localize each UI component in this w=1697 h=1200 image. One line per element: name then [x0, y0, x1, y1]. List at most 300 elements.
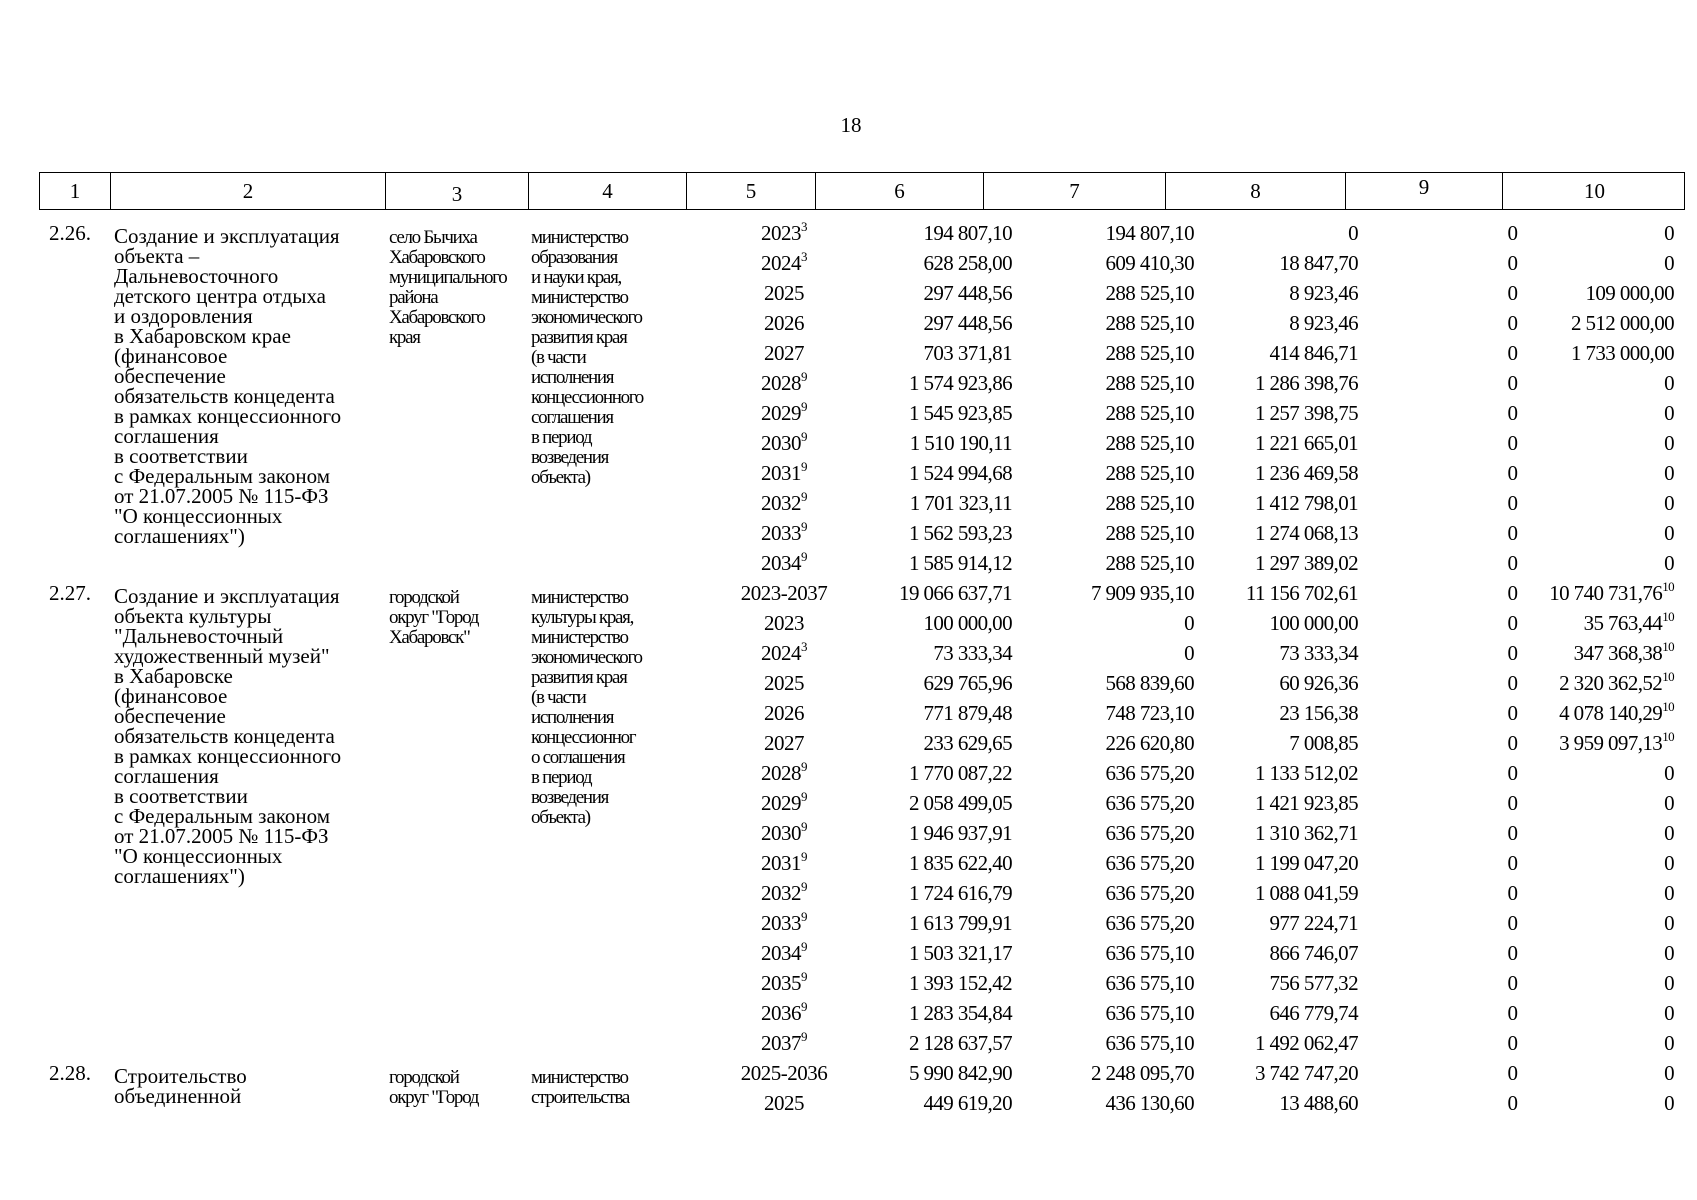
object-name-line: "О концессионных [114, 504, 283, 528]
amount-cell-10 [1664, 878, 1674, 908]
amount-cell-10 [1664, 758, 1674, 788]
amount-cell-8 [1255, 848, 1358, 878]
footnote-ref: 3 [801, 639, 807, 654]
footnote-ref: 9 [801, 969, 807, 984]
year-value: 2023 [764, 611, 804, 635]
amount-value: 1 770 087,22 [908, 761, 1012, 785]
object-name-line: в соответствии [114, 444, 248, 468]
amount-value: 288 525,10 [1105, 341, 1194, 365]
footnote-ref: 10 [1662, 699, 1674, 714]
amount-cell-9 [1508, 218, 1519, 248]
amount-value: 18 847,70 [1279, 251, 1358, 275]
amount-cell-6 [909, 1058, 1012, 1088]
page-number: 18 [840, 113, 862, 137]
amount-value: 0 [1664, 1001, 1674, 1025]
year-value: 2024 [761, 251, 801, 275]
amount-value: 1 510 190,11 [909, 431, 1012, 455]
table-row [39, 638, 1685, 668]
object-name-line: обеспечение [114, 364, 226, 388]
amount-cell-9 [1508, 1028, 1519, 1058]
amount-cell-6 [909, 398, 1012, 428]
amount-value: 19 066 637,71 [899, 581, 1012, 605]
year-cell [719, 1088, 849, 1118]
amount-value: 347 368,38 [1573, 641, 1663, 665]
year-value: 2027 [764, 341, 804, 365]
amount-cell-7 [1105, 938, 1194, 968]
amount-cell-7 [1105, 368, 1194, 398]
amount-cell-6 [910, 488, 1012, 518]
header-col-1: 1 [69, 179, 81, 203]
executor-line: исполнения [531, 367, 614, 388]
amount-value: 288 525,10 [1105, 491, 1194, 515]
amount-value: 13 488,60 [1279, 1091, 1358, 1115]
year-cell [719, 398, 849, 428]
amount-cell-9 [1508, 458, 1519, 488]
amount-value: 0 [1507, 251, 1518, 275]
amount-value: 866 746,07 [1269, 941, 1358, 965]
amount-cell-7 [1105, 1088, 1194, 1118]
amount-cell-10 [1664, 908, 1674, 938]
amount-value: 0 [1507, 791, 1518, 815]
amount-value: 194 807,10 [1105, 221, 1194, 245]
amount-cell-7 [1105, 518, 1194, 548]
amount-cell-6 [909, 758, 1012, 788]
year-value: 2026 [764, 311, 804, 335]
amount-value: 7 008,85 [1289, 731, 1358, 755]
year-value: 2028 [761, 761, 801, 785]
territory-line: муниципального [389, 267, 507, 288]
amount-cell-10 [1664, 248, 1674, 278]
amount-value: 0 [1184, 641, 1194, 665]
amount-cell-6 [910, 428, 1012, 458]
amount-cell-7 [1105, 458, 1194, 488]
year-value: 2025 [764, 671, 804, 695]
amount-value: 297 448,56 [923, 281, 1012, 305]
amount-value: 2 128 637,57 [908, 1031, 1012, 1055]
amount-cell-7 [1105, 488, 1194, 518]
object-name-line: в Хабаровске [114, 664, 233, 688]
amount-value: 7 909 935,10 [1090, 581, 1194, 605]
amount-value: 1 585 914,12 [908, 551, 1012, 575]
executor-line: строительства [531, 1087, 630, 1108]
territory-line: округ "Город [389, 607, 479, 628]
object-name-line: объекта культуры [114, 604, 272, 628]
year-cell [719, 1028, 849, 1058]
amount-value: 646 779,74 [1269, 1001, 1358, 1025]
amount-cell-8 [1348, 218, 1358, 248]
object-name-line: обязательств концедента [114, 724, 335, 748]
amount-value: 10 740 731,76 [1549, 581, 1663, 605]
amount-value: 1 412 798,01 [1254, 491, 1358, 515]
amount-cell-8 [1255, 818, 1358, 848]
table-row [39, 604, 1685, 638]
amount-value: 0 [1507, 701, 1518, 725]
amount-value: 0 [1507, 971, 1518, 995]
amount-value: 1 545 923,85 [908, 401, 1012, 425]
year-cell [719, 788, 849, 818]
footnote-ref: 10 [1662, 729, 1674, 744]
amount-value: 414 846,71 [1269, 341, 1358, 365]
year-value: 2030 [761, 431, 801, 455]
amount-value: 0 [1184, 611, 1194, 635]
amount-cell-6 [923, 218, 1012, 248]
amount-value: 636 575,20 [1105, 761, 1194, 785]
year-value: 2035 [761, 971, 801, 995]
amount-cell-6 [923, 278, 1012, 308]
amount-cell-9 [1508, 1058, 1519, 1088]
amount-cell-10 [1664, 1088, 1674, 1118]
amount-value: 1 524 994,68 [908, 461, 1012, 485]
amount-cell-7 [1105, 698, 1194, 728]
amount-value: 0 [1507, 371, 1518, 395]
amount-cell-8 [1289, 728, 1358, 758]
object-name-line: в соответствии [114, 784, 248, 808]
table-row [39, 244, 1685, 278]
year-cell [719, 308, 849, 338]
object-name-line: детского центра отдыха [114, 284, 326, 308]
footnote-ref: 9 [801, 519, 807, 534]
year-value: 2033 [761, 521, 801, 545]
amount-cell-10 [1664, 548, 1674, 578]
amount-value: 0 [1664, 911, 1674, 935]
footnote-ref: 3 [801, 249, 807, 264]
year-cell [719, 1058, 849, 1088]
amount-value: 0 [1664, 551, 1674, 575]
amount-cell-8 [1269, 968, 1358, 998]
amount-cell-8 [1279, 668, 1358, 698]
amount-cell-10 [1664, 1058, 1674, 1088]
amount-cell-6 [909, 908, 1012, 938]
amount-cell-10 [1571, 338, 1674, 368]
section-number: 2.28. [49, 1061, 91, 1085]
amount-value: 0 [1348, 221, 1358, 245]
amount-cell-9 [1508, 308, 1519, 338]
amount-cell-7 [1105, 908, 1194, 938]
amount-value: 2 320 362,52 [1559, 671, 1663, 695]
amount-value: 288 525,10 [1105, 401, 1194, 425]
amount-value: 109 000,00 [1585, 281, 1674, 305]
amount-cell-6 [909, 818, 1012, 848]
year-cell [719, 818, 849, 848]
footnote-ref: 9 [801, 849, 807, 864]
territory-line: городской [389, 1067, 459, 1088]
table-header [39, 172, 1685, 210]
year-cell [719, 338, 849, 368]
amount-value: 100 000,00 [1269, 611, 1358, 635]
amount-value: 11 156 702,61 [1245, 581, 1358, 605]
amount-value: 0 [1507, 881, 1518, 905]
amount-value: 288 525,10 [1105, 371, 1194, 395]
footnote-ref: 10 [1662, 579, 1674, 594]
amount-cell-8 [1269, 908, 1358, 938]
amount-cell-10 [1574, 638, 1674, 668]
amount-value: 194 807,10 [923, 221, 1012, 245]
amount-value: 0 [1507, 551, 1518, 575]
amount-value: 0 [1507, 401, 1518, 425]
year-cell [719, 458, 849, 488]
header-col-2: 2 [110, 173, 385, 209]
amount-value: 636 575,20 [1105, 821, 1194, 845]
year-value: 2024 [761, 641, 801, 665]
amount-value: 1 286 398,76 [1254, 371, 1358, 395]
amount-value: 233 629,65 [923, 731, 1012, 755]
year-value: 2026 [764, 701, 804, 725]
amount-value: 0 [1507, 1091, 1518, 1115]
amount-value: 1 133 512,02 [1254, 761, 1358, 785]
amount-cell-10 [1664, 968, 1674, 998]
amount-value: 0 [1664, 401, 1674, 425]
amount-value: 0 [1507, 581, 1518, 605]
year-cell [719, 368, 849, 398]
amount-cell-7 [1105, 788, 1194, 818]
amount-value: 771 879,48 [923, 701, 1012, 725]
territory-line: района [389, 287, 438, 308]
amount-value: 1 199 047,20 [1254, 851, 1358, 875]
amount-cell-7 [1105, 968, 1194, 998]
object-name-line: (финансовое [114, 344, 228, 368]
object-name-line: "Дальневосточный [114, 624, 284, 648]
object-name-line: с Федеральным законом [114, 464, 331, 488]
year-cell [719, 878, 849, 908]
amount-cell-6 [909, 878, 1012, 908]
table-row [39, 724, 1685, 758]
territory-line: Хабаровского [389, 307, 485, 328]
amount-value: 568 839,60 [1105, 671, 1194, 695]
year-cell [719, 218, 849, 248]
footnote-ref: 9 [801, 369, 807, 384]
footnote-ref: 3 [801, 219, 807, 234]
amount-cell-10 [1664, 848, 1674, 878]
amount-cell-6 [923, 1088, 1012, 1118]
amount-value: 1 088 041,59 [1254, 881, 1358, 905]
amount-cell-7 [1105, 818, 1194, 848]
amount-cell-8 [1255, 1058, 1358, 1088]
year-cell [719, 518, 849, 548]
object-name-line: Дальневосточного [114, 264, 279, 288]
amount-value: 3 742 747,20 [1254, 1061, 1358, 1085]
amount-cell-6 [909, 938, 1012, 968]
amount-cell-7 [1105, 308, 1194, 338]
table-row [39, 484, 1685, 518]
amount-value: 703 371,81 [923, 341, 1012, 365]
year-value: 2028 [761, 371, 801, 395]
table-row [39, 458, 1685, 488]
executor-line: возведения [531, 787, 609, 808]
amount-value: 0 [1664, 371, 1674, 395]
amount-cell-8 [1255, 428, 1358, 458]
amount-cell-10 [1664, 938, 1674, 968]
amount-cell-8 [1279, 1088, 1358, 1118]
amount-cell-7 [1105, 848, 1194, 878]
amount-cell-6 [909, 548, 1012, 578]
amount-cell-9 [1508, 878, 1519, 908]
amount-cell-8 [1269, 998, 1358, 1028]
amount-cell-7 [1105, 248, 1194, 278]
amount-value: 628 258,00 [923, 251, 1012, 275]
amount-value: 1 310 362,71 [1254, 821, 1358, 845]
amount-value: 0 [1507, 731, 1518, 755]
table-row [39, 784, 1685, 818]
year-value: 2036 [761, 1001, 801, 1025]
executor-line: и науки края, [531, 267, 621, 288]
amount-value: 449 619,20 [923, 1091, 1012, 1115]
amount-cell-6 [899, 578, 1012, 608]
amount-value: 0 [1664, 1061, 1674, 1085]
footnote-ref: 9 [801, 459, 807, 474]
object-name-line: обеспечение [114, 704, 226, 728]
amount-cell-8 [1246, 578, 1358, 608]
amount-cell-10 [1559, 698, 1674, 728]
year-value: 2025 [764, 1091, 804, 1115]
amount-cell-8 [1279, 698, 1358, 728]
amount-value: 1 393 152,42 [908, 971, 1012, 995]
amount-value: 0 [1507, 851, 1518, 875]
amount-value: 0 [1507, 1061, 1518, 1085]
amount-cell-10 [1664, 398, 1674, 428]
object-name-line: художественный музей" [114, 644, 330, 668]
amount-cell-9 [1508, 908, 1519, 938]
amount-value: 0 [1507, 281, 1518, 305]
year-cell [719, 578, 849, 608]
table-row [39, 218, 1685, 248]
amount-value: 636 575,10 [1105, 1031, 1194, 1055]
year-cell [719, 998, 849, 1028]
year-cell [719, 728, 849, 758]
amount-cell-9 [1508, 338, 1519, 368]
amount-value: 100 000,00 [923, 611, 1012, 635]
executor-line: (в части [531, 687, 586, 708]
amount-cell-6 [933, 638, 1012, 668]
amount-value: 756 577,32 [1269, 971, 1358, 995]
year-value: 2032 [761, 881, 801, 905]
amount-cell-8 [1255, 758, 1358, 788]
amount-cell-10 [1559, 728, 1674, 758]
amount-value: 288 525,10 [1105, 281, 1194, 305]
amount-cell-7 [1091, 578, 1194, 608]
year-cell [719, 938, 849, 968]
table-row [39, 968, 1685, 998]
footnote-ref: 9 [801, 939, 807, 954]
executor-line: образования [531, 247, 617, 268]
amount-cell-7 [1091, 1058, 1194, 1088]
table-row [39, 998, 1685, 1028]
amount-value: 0 [1507, 521, 1518, 545]
amount-cell-7 [1105, 998, 1194, 1028]
amount-cell-7 [1184, 638, 1194, 668]
executor-line: экономического [531, 647, 642, 668]
year-value: 2037 [761, 1031, 801, 1055]
amount-value: 636 575,10 [1105, 971, 1194, 995]
amount-cell-7 [1105, 1028, 1194, 1058]
amount-value: 288 525,10 [1105, 461, 1194, 485]
table-row [39, 548, 1685, 578]
amount-value: 1 221 665,01 [1254, 431, 1358, 455]
amount-cell-7 [1105, 338, 1194, 368]
amount-cell-9 [1508, 818, 1519, 848]
footnote-ref: 9 [801, 399, 807, 414]
amount-cell-10 [1585, 278, 1674, 308]
amount-value: 0 [1664, 821, 1674, 845]
executor-line: (в части [531, 347, 586, 368]
table-row [39, 398, 1685, 428]
territory-line: Хабаровск" [389, 627, 470, 648]
amount-value: 60 926,36 [1279, 671, 1358, 695]
amount-value: 0 [1507, 1001, 1518, 1025]
object-name-line: Строительство [114, 1064, 247, 1088]
executor-line: в период [531, 427, 592, 448]
executor-line: министерство [531, 227, 628, 248]
year-cell [719, 248, 849, 278]
amount-value: 2 058 499,05 [908, 791, 1012, 815]
amount-cell-10 [1664, 218, 1674, 248]
amount-cell-9 [1508, 728, 1519, 758]
amount-value: 636 575,10 [1105, 941, 1194, 965]
table-row [39, 1084, 1685, 1118]
amount-cell-6 [923, 698, 1012, 728]
object-name-line: в Хабаровском крае [114, 324, 291, 348]
amount-cell-9 [1508, 548, 1519, 578]
executor-line: министерство [531, 287, 628, 308]
amount-value: 0 [1664, 461, 1674, 485]
object-name-line: "О концессионных [114, 844, 283, 868]
amount-value: 636 575,20 [1105, 881, 1194, 905]
amount-value: 1 503 321,17 [908, 941, 1012, 965]
amount-value: 0 [1664, 431, 1674, 455]
executor-line: возведения [531, 447, 609, 468]
amount-value: 1 574 923,86 [908, 371, 1012, 395]
territory-line: Хабаровского [389, 247, 485, 268]
territory-line: село Бычиха [389, 227, 477, 248]
amount-cell-8 [1255, 1028, 1358, 1058]
year-value: 2033 [761, 911, 801, 935]
amount-cell-7 [1105, 548, 1194, 578]
amount-value: 0 [1664, 1031, 1674, 1055]
amount-value: 636 575,20 [1105, 911, 1194, 935]
footnote-ref: 9 [801, 759, 807, 774]
object-name-line: объекта – [114, 244, 200, 268]
amount-cell-9 [1508, 788, 1519, 818]
amount-value: 4 078 140,29 [1559, 701, 1663, 725]
executor-line: экономического [531, 307, 642, 328]
table-row [39, 338, 1685, 368]
territory-line: городской [389, 587, 459, 608]
amount-value: 297 448,56 [923, 311, 1012, 335]
executor-line: соглашения [531, 407, 613, 428]
amount-value: 636 575,10 [1105, 1001, 1194, 1025]
amount-cell-9 [1508, 488, 1519, 518]
amount-cell-6 [909, 968, 1012, 998]
year-cell [719, 548, 849, 578]
amount-value: 629 765,96 [923, 671, 1012, 695]
amount-cell-9 [1508, 698, 1519, 728]
amount-value: 609 410,30 [1105, 251, 1194, 275]
object-name-line: с Федеральным законом [114, 804, 331, 828]
amount-cell-6 [909, 998, 1012, 1028]
header-col-4: 4 [528, 173, 686, 209]
amount-value: 8 923,46 [1289, 311, 1358, 335]
amount-cell-8 [1289, 308, 1358, 338]
year-value: 2027 [764, 731, 804, 755]
object-name-line: соглашения [114, 764, 219, 788]
table-row [39, 758, 1685, 788]
table-row [39, 818, 1685, 848]
executor-line: культуры края, [531, 607, 634, 628]
executor-line: развития края [531, 667, 627, 688]
amount-value: 0 [1507, 611, 1518, 635]
footnote-ref: 9 [801, 789, 807, 804]
header-col-7: 7 [983, 173, 1165, 209]
amount-value: 1 492 062,47 [1254, 1031, 1358, 1055]
